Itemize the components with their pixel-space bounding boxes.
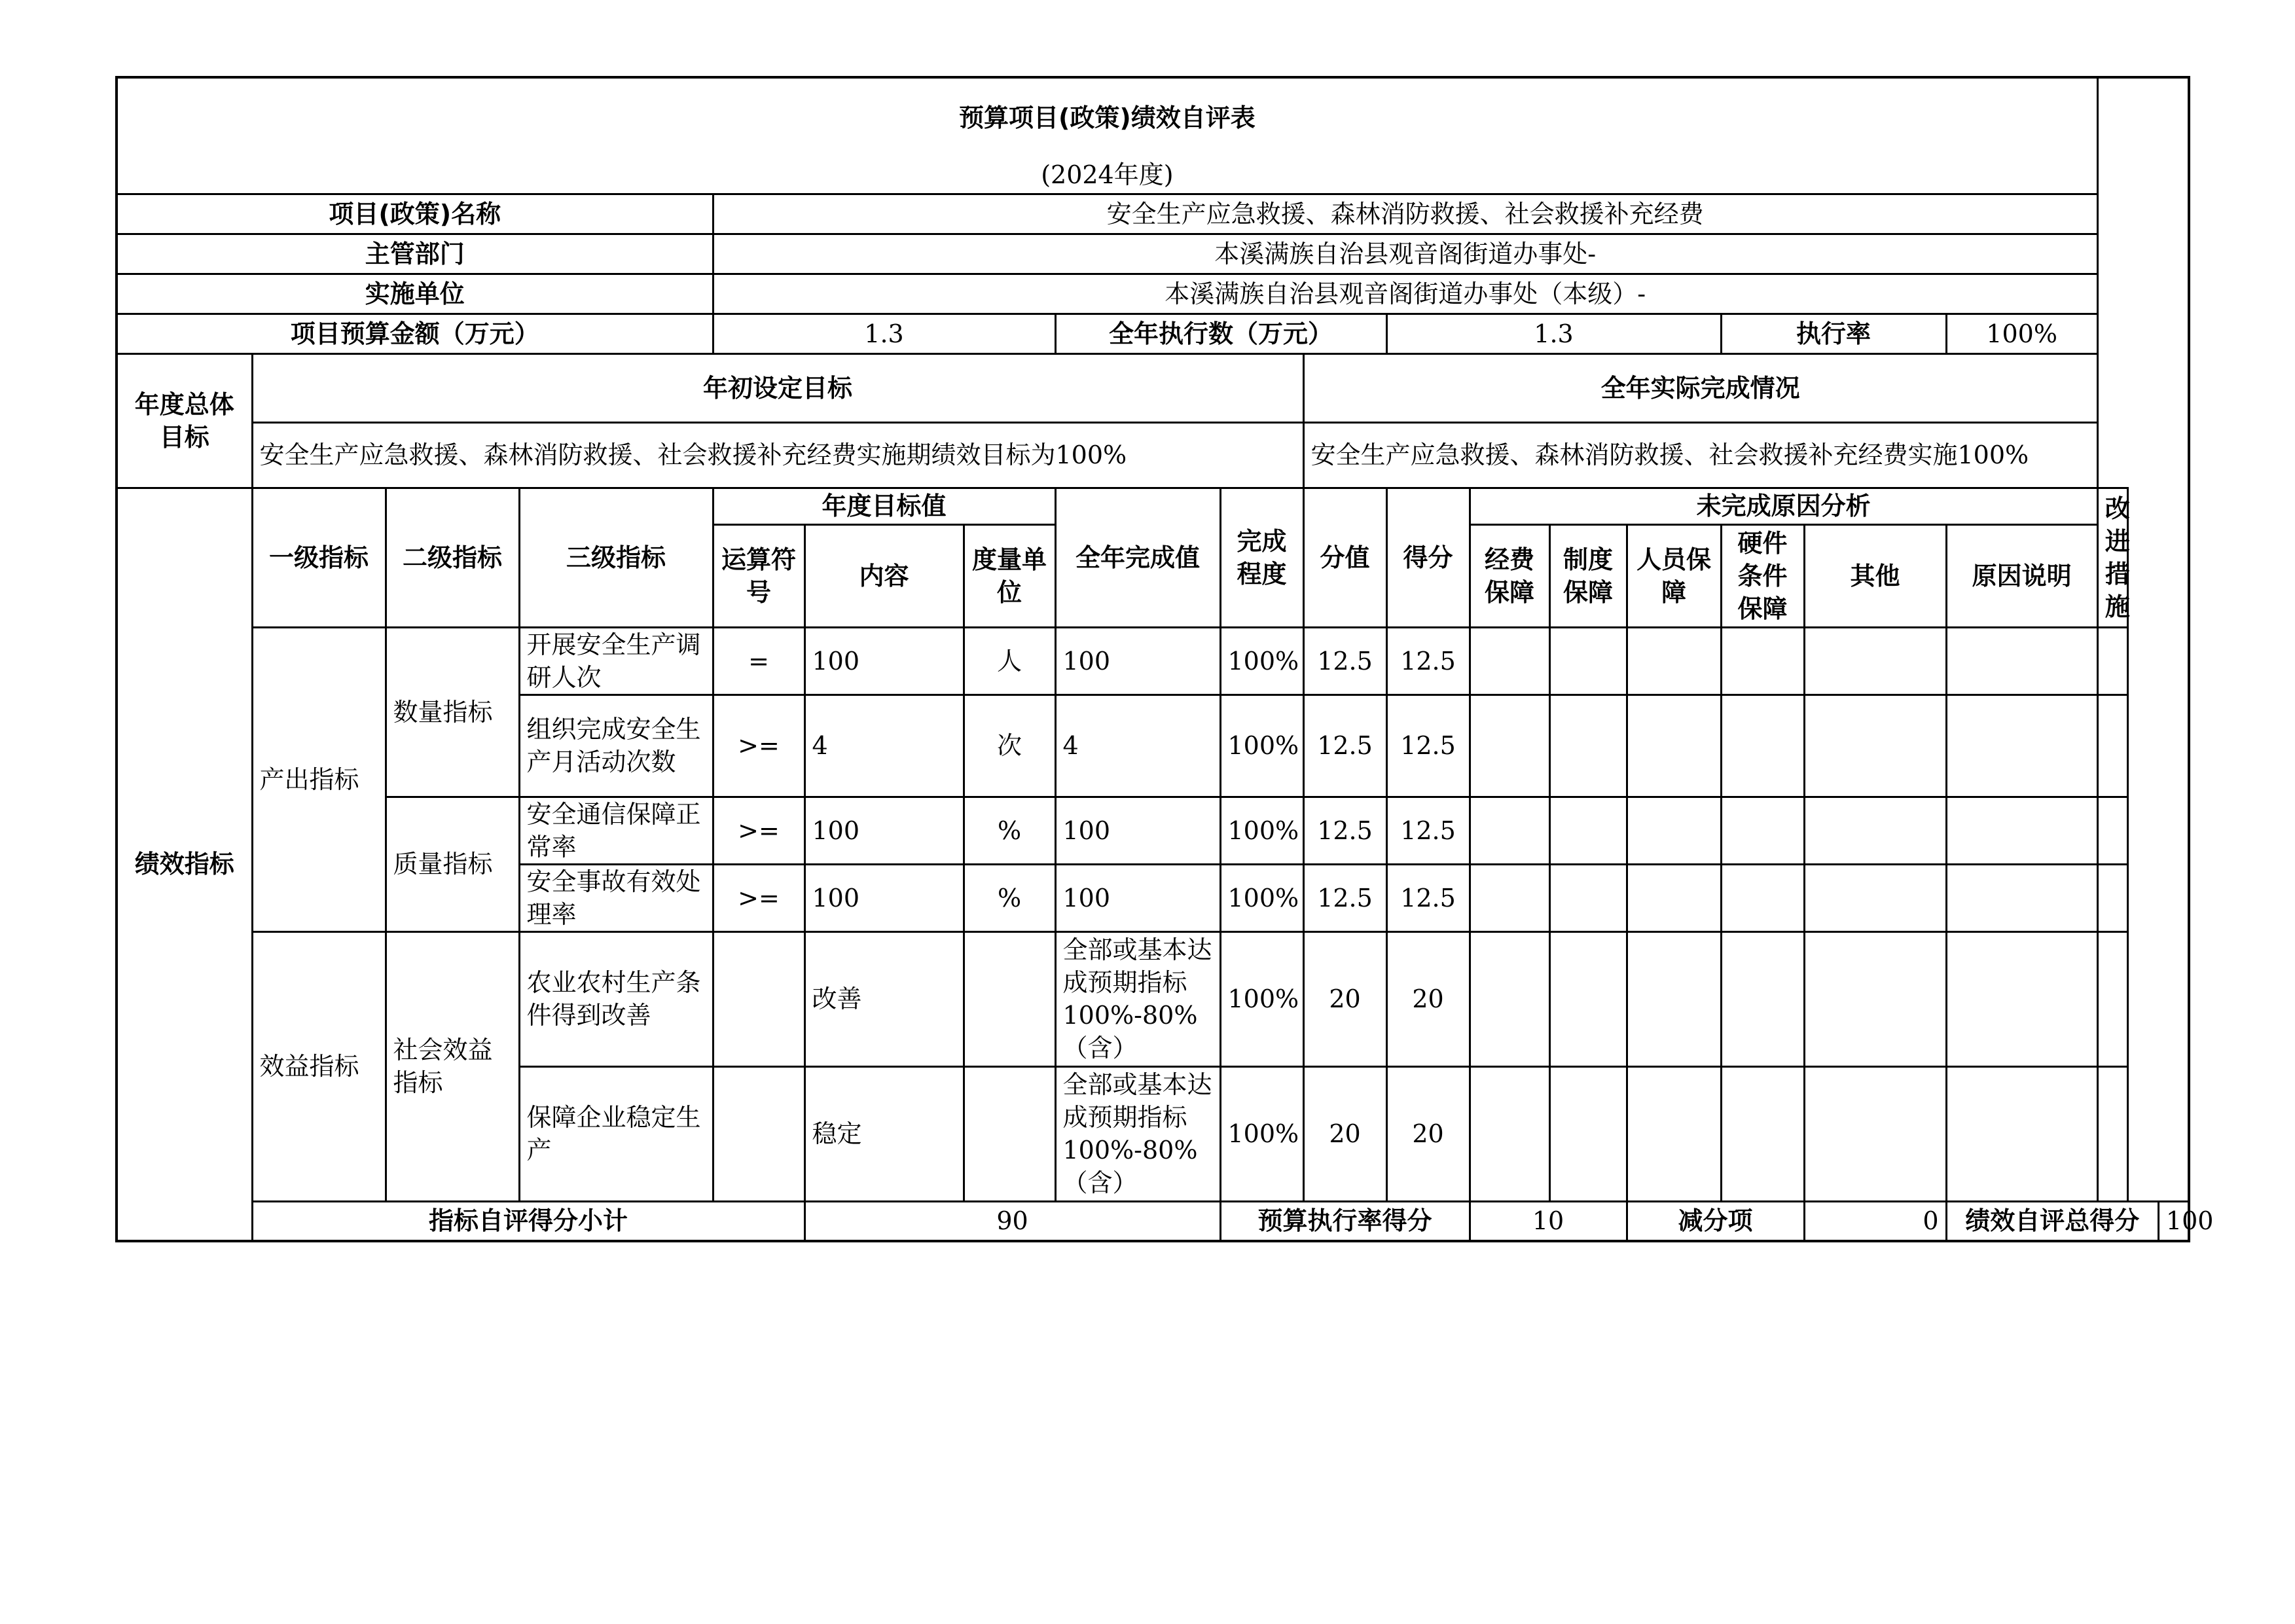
indicator-score: 20 bbox=[1386, 1066, 1470, 1201]
indicator-content: 改善 bbox=[804, 931, 964, 1066]
goal-actual-text: 安全生产应急救援、森林消防救援、社会救援补充经费实施100% bbox=[1303, 422, 2097, 488]
unit-value: 本溪满族自治县观音阁街道办事处（本级）- bbox=[713, 274, 2097, 314]
level1-output: 产出指标 bbox=[252, 627, 386, 931]
indicator-name: 保障企业稳定生产 bbox=[519, 1066, 713, 1201]
project-name-label: 项目(政策)名称 bbox=[117, 194, 713, 234]
header-target-group: 年度目标值 bbox=[713, 488, 1055, 524]
exec-label: 全年执行数（万元） bbox=[1055, 314, 1386, 353]
header-level1: 一级指标 bbox=[252, 488, 386, 627]
header-level2: 二级指标 bbox=[386, 488, 519, 627]
indicator-score: 12.5 bbox=[1386, 864, 1470, 931]
indicator-value: 12.5 bbox=[1303, 627, 1386, 695]
header-reason-explain: 原因说明 bbox=[1946, 524, 2097, 627]
indicator-completion: 100% bbox=[1220, 931, 1303, 1066]
indicator-completion: 100% bbox=[1220, 627, 1303, 695]
exec-value: 1.3 bbox=[1386, 314, 1721, 353]
header-reason-hardware: 硬件条件保障 bbox=[1721, 524, 1804, 627]
dept-value: 本溪满族自治县观音阁街道办事处- bbox=[713, 234, 2097, 274]
budget-label: 项目预算金额（万元） bbox=[117, 314, 713, 353]
level1-benefit: 效益指标 bbox=[252, 931, 386, 1201]
total-label: 绩效自评总得分 bbox=[1946, 1201, 2158, 1241]
indicator-score: 20 bbox=[1386, 931, 1470, 1066]
rate-label: 执行率 bbox=[1721, 314, 1946, 353]
header-reason-system: 制度保障 bbox=[1549, 524, 1627, 627]
header-reason-fund: 经费保障 bbox=[1470, 524, 1549, 627]
goal-actual-header: 全年实际完成情况 bbox=[1303, 353, 2097, 422]
self-evaluation-table bbox=[115, 76, 2214, 1242]
indicator-name: 安全事故有效处理率 bbox=[519, 864, 713, 931]
indicator-actual: 100 bbox=[1055, 627, 1220, 695]
indicator-actual: 全部或基本达成预期指标100%-80%（含） bbox=[1055, 1066, 1220, 1201]
project-name-value: 安全生产应急救援、森林消防救援、社会救援补充经费 bbox=[713, 194, 2097, 234]
level2-quality: 质量指标 bbox=[386, 797, 519, 931]
header-improve: 改进措施 bbox=[2097, 488, 2128, 627]
indicator-unit: 人 bbox=[964, 627, 1055, 695]
indicator-content: 100 bbox=[804, 864, 964, 931]
deduct-label: 减分项 bbox=[1627, 1201, 1804, 1241]
table-row bbox=[117, 797, 2189, 864]
indicator-value: 12.5 bbox=[1303, 797, 1386, 864]
table-row bbox=[117, 931, 2189, 1066]
indicator-actual: 100 bbox=[1055, 797, 1220, 864]
indicator-value: 12.5 bbox=[1303, 864, 1386, 931]
total-value: 100 bbox=[2158, 1201, 2189, 1241]
header-level3: 三级指标 bbox=[519, 488, 713, 627]
indicator-content: 100 bbox=[804, 797, 964, 864]
indicator-score: 12.5 bbox=[1386, 695, 1470, 797]
header-reason-other: 其他 bbox=[1804, 524, 1946, 627]
indicator-unit bbox=[964, 931, 1055, 1066]
indicator-score: 12.5 bbox=[1386, 797, 1470, 864]
header-content: 内容 bbox=[804, 524, 964, 627]
deduct-value: 0 bbox=[1804, 1201, 1946, 1241]
indicator-operator: >= bbox=[713, 695, 804, 797]
indicator-unit: % bbox=[964, 797, 1055, 864]
subtotal-value: 90 bbox=[804, 1201, 1220, 1241]
indicator-completion: 100% bbox=[1220, 695, 1303, 797]
table-row bbox=[117, 627, 2189, 695]
header-unit: 度量单位 bbox=[964, 524, 1055, 627]
report-year: (2024年度) bbox=[117, 156, 2097, 194]
header-actual: 全年完成值 bbox=[1055, 488, 1220, 627]
indicator-actual: 4 bbox=[1055, 695, 1220, 797]
indicator-unit: % bbox=[964, 864, 1055, 931]
header-score: 得分 bbox=[1386, 488, 1470, 627]
indicator-actual: 100 bbox=[1055, 864, 1220, 931]
page-title: 预算项目(政策)绩效自评表 bbox=[117, 77, 2097, 156]
indicator-operator bbox=[713, 1066, 804, 1201]
budget-score-label: 预算执行率得分 bbox=[1220, 1201, 1470, 1241]
rate-value: 100% bbox=[1946, 314, 2097, 353]
indicator-name: 农业农村生产条件得到改善 bbox=[519, 931, 713, 1066]
indicators-section-label: 绩效指标 bbox=[117, 488, 252, 1241]
indicator-name: 安全通信保障正常率 bbox=[519, 797, 713, 864]
indicator-content: 100 bbox=[804, 627, 964, 695]
budget-score-value: 10 bbox=[1470, 1201, 1627, 1241]
goal-set-header: 年初设定目标 bbox=[252, 353, 1303, 422]
header-reason-staff: 人员保障 bbox=[1627, 524, 1721, 627]
indicator-content: 稳定 bbox=[804, 1066, 964, 1201]
level2-social: 社会效益指标 bbox=[386, 931, 519, 1201]
goal-set-text: 安全生产应急救援、森林消防救援、社会救援补充经费实施期绩效目标为100% bbox=[252, 422, 1303, 488]
header-score-value: 分值 bbox=[1303, 488, 1386, 627]
indicator-value: 12.5 bbox=[1303, 695, 1386, 797]
indicator-value: 20 bbox=[1303, 1066, 1386, 1201]
budget-value: 1.3 bbox=[713, 314, 1055, 353]
indicator-content: 4 bbox=[804, 695, 964, 797]
indicator-operator: >= bbox=[713, 864, 804, 931]
subtotal-label: 指标自评得分小计 bbox=[252, 1201, 804, 1241]
indicator-unit: 次 bbox=[964, 695, 1055, 797]
unit-label: 实施单位 bbox=[117, 274, 713, 314]
header-completion: 完成程度 bbox=[1220, 488, 1303, 627]
indicator-operator: = bbox=[713, 627, 804, 695]
indicator-actual: 全部或基本达成预期指标100%-80%（含） bbox=[1055, 931, 1220, 1066]
indicator-completion: 100% bbox=[1220, 864, 1303, 931]
indicator-completion: 100% bbox=[1220, 797, 1303, 864]
header-operator: 运算符号 bbox=[713, 524, 804, 627]
indicator-completion: 100% bbox=[1220, 1066, 1303, 1201]
dept-label: 主管部门 bbox=[117, 234, 713, 274]
indicator-name: 组织完成安全生产月活动次数 bbox=[519, 695, 713, 797]
indicator-operator bbox=[713, 931, 804, 1066]
indicator-unit bbox=[964, 1066, 1055, 1201]
indicator-name: 开展安全生产调研人次 bbox=[519, 627, 713, 695]
indicator-score: 12.5 bbox=[1386, 627, 1470, 695]
level2-quantity: 数量指标 bbox=[386, 627, 519, 797]
indicator-value: 20 bbox=[1303, 931, 1386, 1066]
indicator-operator: >= bbox=[713, 797, 804, 864]
header-reason-group: 未完成原因分析 bbox=[1470, 488, 2097, 524]
annual-goal-label: 年度总体目标 bbox=[117, 353, 252, 488]
